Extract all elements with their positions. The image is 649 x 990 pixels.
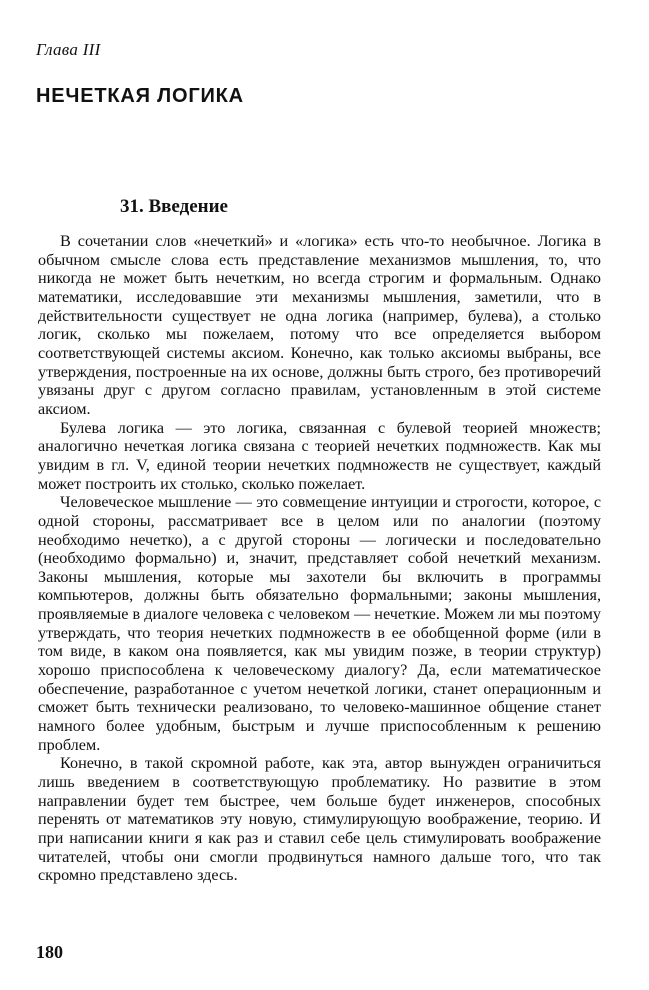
body-text — [38, 232, 601, 885]
paragraph-1: В сочетании слов «нечеткий» и «логика» есть что-то необычное. Логика в обычном смысле слова есть представление механизмов мышления, то, что никогда не может быть нечетким, но всегда строгим и формальным. Однако математики, исследовавшие эти механизмы мышления, заметили, что в действительности существует не одна логика (например, булева), а столько логик, сколько мы пожелаем, потому что все определяется выбором соответствующей системы аксиом. Конечно, как только аксиомы выбраны, все утверждения, построенные на их основе, должны быть строго, без противоречий увязаны друг с другом согласно правилам, установленным в этой системе аксиом. — [38, 232, 601, 418]
chapter-label: Глава III — [36, 40, 101, 59]
paragraph-3: Человеческое мышление — это совмещение интуиции и строгости, которое, с одной стороны, рассматривает все в целом или по аналогии (поэтому необходимо нечетко), а с другой стороны — логически и последовательно (необходимо формально) и, значит, представляет собой нечеткий механизм. Законы мышления, которые мы захотели бы включить в программы компьютеров, должны быть обязательно формальными; законы мышления, проявляемые в диалоге человека с человеком — нечеткие. Можем ли мы поэтому утверждать, что теория нечетких подмножеств в ее обобщенной форме (или в том виде, в каком она появляется, как мы увидим позже, в теории структур) хорошо приспособлена к человеческому диалогу? Да, если математическое обеспечение, разработанное с учетом нечеткой логики, станет операционным и сможет быть технически реализовано, то человеко-машинное общение станет намного более удобным, быстрым и лучше приспособленным к решению проблем. — [38, 493, 601, 754]
page-number: 180 — [36, 942, 63, 962]
paragraph-4: Конечно, в такой скромной работе, как эта, автор вынужден ограничиться лишь введением в соответствующую проблематику. Но развитие в этом направлении будет тем быстрее, чем больше будет инженеров, способных перенять от математиков эту новую, стимулирующую воображение, теорию. И при написании книги я как раз и ставил себе цель стимулировать воображение читателей, чтобы они смогли продвинуться намного дальше того, что так скромно представлено здесь. — [38, 754, 601, 885]
paragraph-2: Булева логика — это логика, связанная с булевой теорией множеств; аналогично нечеткая логика связана с теорией нечетких подмножеств. Как мы увидим в гл. V, единой теории нечетких подмножеств не существует, каждый может построить их столько, сколько пожелает. — [38, 418, 601, 493]
section-title: 31. Введение — [120, 196, 228, 217]
chapter-title: НЕЧЕТКАЯ ЛОГИКА — [36, 85, 244, 107]
